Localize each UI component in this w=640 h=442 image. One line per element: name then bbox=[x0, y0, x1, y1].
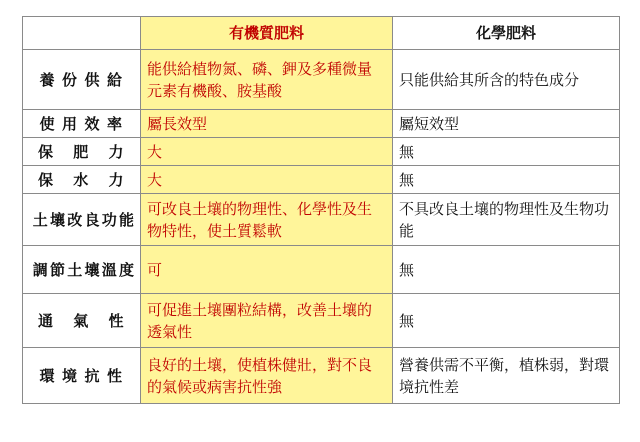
organic-cell: 可改良土壤的物理性、化學性及生物特性，使土質鬆軟 bbox=[141, 194, 393, 246]
organic-cell: 可 bbox=[141, 246, 393, 294]
attribute-cell: 保 水 力 bbox=[23, 166, 141, 194]
table-row bbox=[23, 110, 620, 138]
chemical-cell: 無 bbox=[393, 246, 620, 294]
header-row bbox=[23, 17, 620, 50]
attribute-cell: 保 肥 力 bbox=[23, 138, 141, 166]
chemical-cell: 只能供給其所含的特色成分 bbox=[393, 50, 620, 110]
fertilizer-comparison-table bbox=[22, 16, 620, 404]
organic-cell: 屬長效型 bbox=[141, 110, 393, 138]
attribute-cell: 使用效率 bbox=[23, 110, 141, 138]
organic-cell: 大 bbox=[141, 166, 393, 194]
table-row bbox=[23, 194, 620, 246]
chemical-cell: 無 bbox=[393, 294, 620, 348]
organic-cell: 能供給植物氮、磷、鉀及多種微量元素有機酸、胺基酸 bbox=[141, 50, 393, 110]
chemical-cell: 不具改良土壤的物理性及生物功能 bbox=[393, 194, 620, 246]
chemical-cell: 無 bbox=[393, 138, 620, 166]
table-row bbox=[23, 246, 620, 294]
header-chemical-fertilizer: 化學肥料 bbox=[393, 17, 620, 50]
organic-cell: 良好的土壤，使植株健壯，對不良的氣候或病害抗性強 bbox=[141, 348, 393, 404]
organic-cell: 可促進土壤團粒結構，改善土壤的透氣性 bbox=[141, 294, 393, 348]
attribute-cell: 調節土壤溫度 bbox=[23, 246, 141, 294]
header-organic-fertilizer: 有機質肥料 bbox=[141, 17, 393, 50]
chemical-cell: 無 bbox=[393, 166, 620, 194]
table-row bbox=[23, 166, 620, 194]
attribute-cell: 土壤改良功能 bbox=[23, 194, 141, 246]
attribute-cell: 通 氣 性 bbox=[23, 294, 141, 348]
table-row bbox=[23, 294, 620, 348]
comparison-table-container bbox=[22, 16, 619, 404]
attribute-cell: 養份供給 bbox=[23, 50, 141, 110]
header-blank-cell bbox=[23, 17, 141, 50]
attribute-cell: 環境抗性 bbox=[23, 348, 141, 404]
chemical-cell: 屬短效型 bbox=[393, 110, 620, 138]
table-row bbox=[23, 348, 620, 404]
chemical-cell: 營養供需不平衡，植株弱，對環境抗性差 bbox=[393, 348, 620, 404]
table-row bbox=[23, 50, 620, 110]
table-row bbox=[23, 138, 620, 166]
organic-cell: 大 bbox=[141, 138, 393, 166]
